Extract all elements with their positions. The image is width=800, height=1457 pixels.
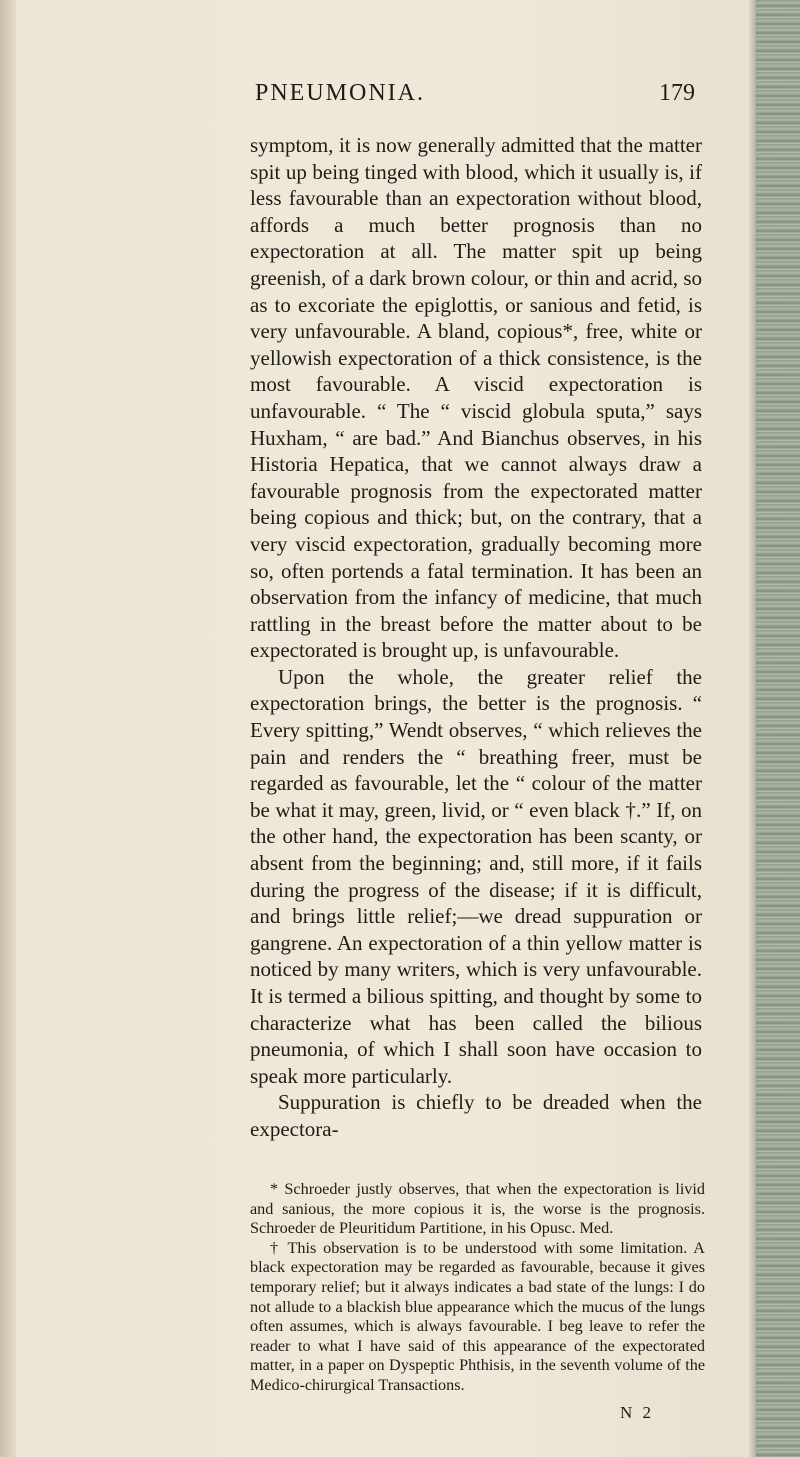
running-head: PNEUMONIA. bbox=[255, 80, 425, 106]
signature-mark: N 2 bbox=[620, 1403, 655, 1422]
footnote: † This observation is to be understood with some limitation. A black expectoration may be regarded as favourable, because it gives temporary relief; but it always indicates a bad state of the lungs: I do not allude to a blackish blue appearance which the mucus of the lungs often assumes, which is always favourable. I beg leave to refer the reader to what I have said of this appearance of the expectorated matter, in a paper on Dyspeptic Phthisis, in the seventh volume of the Medico-chirurgical Transactions. bbox=[250, 1238, 705, 1394]
binding-gutter bbox=[756, 0, 800, 1457]
paragraph: Suppuration is chiefly to be dreaded when the expectora- bbox=[250, 1090, 702, 1141]
footnotes bbox=[250, 1180, 705, 1396]
page-left-edge bbox=[0, 0, 16, 1457]
main-text bbox=[250, 132, 702, 1143]
paragraph: Upon the whole, the greater relief the expectoration brings, the better is the prognosis. “ Every spitting,” Wendt observes, “ which relieves the pain and renders the “ breathing freer, must be regarded as favourable, let the “ colour of the matter be what it may, green, livid, or “ even black †.” If, on the other hand, the expectoration has been scanty, or absent from the beginning; and, still more, if it fails during the progress of the disease; if it is difficult, and brings little relief;—we dread suppuration or gangrene. An expectoration of a thin yellow matter is noticed by many writers, which is very unfavourable. It is termed a bilious spitting, and thought by some to characterize what has been called the bilious pneumonia, of which I shall soon have occasion to speak more particularly. bbox=[250, 664, 702, 1088]
page-number: 179 bbox=[659, 80, 695, 106]
footnote: * Schroeder justly observes, that when the expectoration is livid and sanious, the more copious it is, the worse is the prognosis. Schroeder de Pleuritidum Partitione, in his Opusc. Med. bbox=[250, 1180, 705, 1238]
page-header bbox=[255, 80, 695, 120]
paragraph: symptom, it is now generally admitted that the matter spit up being tinged with blood, which it usually is, if less favourable than an expectoration without blood, affords a much better prognosis than no expectoration at all. The matter spit up being greenish, of a dark brown colour, or thin and acrid, so as to excoriate the epiglottis, or sanious and fetid, is very unfavourable. A bland, copious*, free, white or yellowish expectoration of a thick consistence, is the most favourable. A viscid expectoration is unfavourable. “ The “ viscid globula sputa,” says Huxham, “ are bad.” And Bianchus observes, in his Historia Hepatica, that we cannot always draw a favourable prognosis from the expectorated matter being copious and thick; but, on the contrary, that a very viscid expectoration, gradually becoming more so, often portends a fatal termination. It has been an observation from the infancy of medicine, that much rattling in the breast before the matter about to be expectorated is brought up, is unfavourable. bbox=[250, 133, 702, 663]
